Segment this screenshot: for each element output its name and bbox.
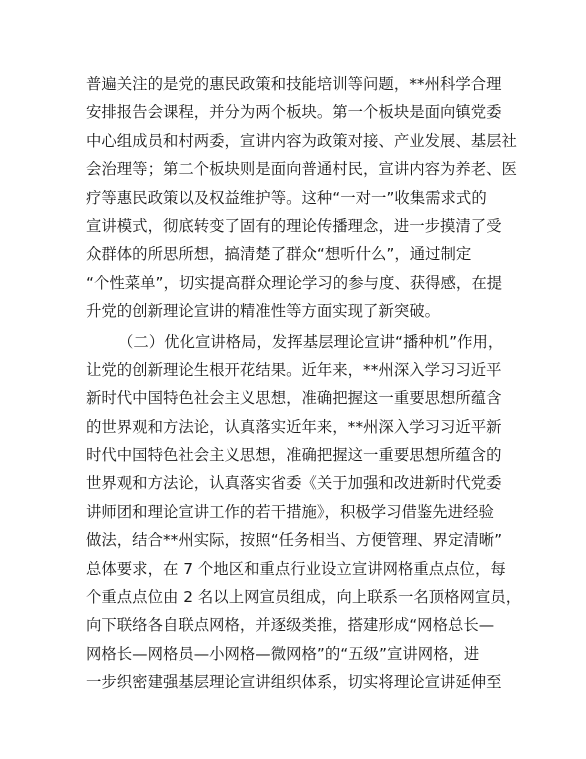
paragraph-2-line: 做法，结合**州实际，按照“任务相当、方便管理、界定清晰” <box>86 531 503 550</box>
paragraph-1-line: 会治理等；第二个板块则是面向普通村民，宣讲内容为养老、医 <box>86 160 517 179</box>
paragraph-2-line: 世界观和方法论，认真落实省委《关于加强和改进新时代党委 <box>86 474 502 493</box>
paragraph-2-line: 新时代中国特色社会主义思想，准确把握这一重要思想所蕴含 <box>86 389 502 408</box>
paragraph-1-line: 众群体的所思所想，搞清楚了群众“想听什么”，通过制定 <box>86 245 472 264</box>
paragraph-2-line: 时代中国特色社会主义思想，准确把握这一重要思想所蕴含的 <box>86 446 502 465</box>
paragraph-1-line: 升党的创新理论宣讲的精准性等方面实现了新突破。 <box>86 302 440 321</box>
paragraph-2-line: 讲师团和理论宣讲工作的若干措施》，积极学习借鉴先进经验 <box>86 502 494 521</box>
paragraph-2-line: 让党的创新理论生根开花结果。近年来，**州深入学习习近平 <box>86 360 502 379</box>
paragraph-2 <box>86 328 522 697</box>
paragraph-2-line: 总体要求，在 7 个地区和重点行业设立宣讲网格重点点位，每 <box>86 559 506 578</box>
paragraph-2-line: 的世界观和方法论，认真落实近年来，**州深入学习习近平新 <box>86 417 502 436</box>
paragraph-1-line: “个性菜单”，切实提高群众理论学习的参与度、获得感，在提 <box>86 273 503 292</box>
paragraph-1-line: 安排报告会课程，并分为两个板块。第一个板块是面向镇党委 <box>86 103 502 122</box>
paragraph-1-line: 宣讲模式，彻底转变了固有的理论传播理念，进一步摸清了受 <box>86 216 502 235</box>
paragraph-2-heading-line: （二）优化宣讲格局，发挥基层理论宣讲“播种机”作用， <box>118 332 504 351</box>
paragraph-1-line: 普遍关注的是党的惠民政策和技能培训等问题，**州科学合理 <box>86 75 502 93</box>
paragraph-2-line: 网格长—网格员—小网格—微网格”的“五级”宣讲网格，进 <box>86 644 480 663</box>
paragraph-2-line: 向下联络各自联点网格，并逐级类推，搭建形成“网格总长— <box>86 616 495 635</box>
paragraph-1-line: 中心组成员和村两委，宣讲内容为政策对接、产业发展、基层社 <box>86 131 517 150</box>
paragraph-1-line: 疗等惠民政策以及权益维护等。这种“一对一”收集需求式的 <box>86 188 487 207</box>
paragraph-2-line: 个重点点位由 2 名以上网宣员组成，向上联系一名顶格网宣员， <box>86 588 522 607</box>
document-body <box>86 70 522 697</box>
paragraph-2-line: 一步织密建强基层理论宣讲组织体系，切实将理论宣讲延伸至 <box>86 673 502 692</box>
paragraph-1 <box>86 70 517 326</box>
